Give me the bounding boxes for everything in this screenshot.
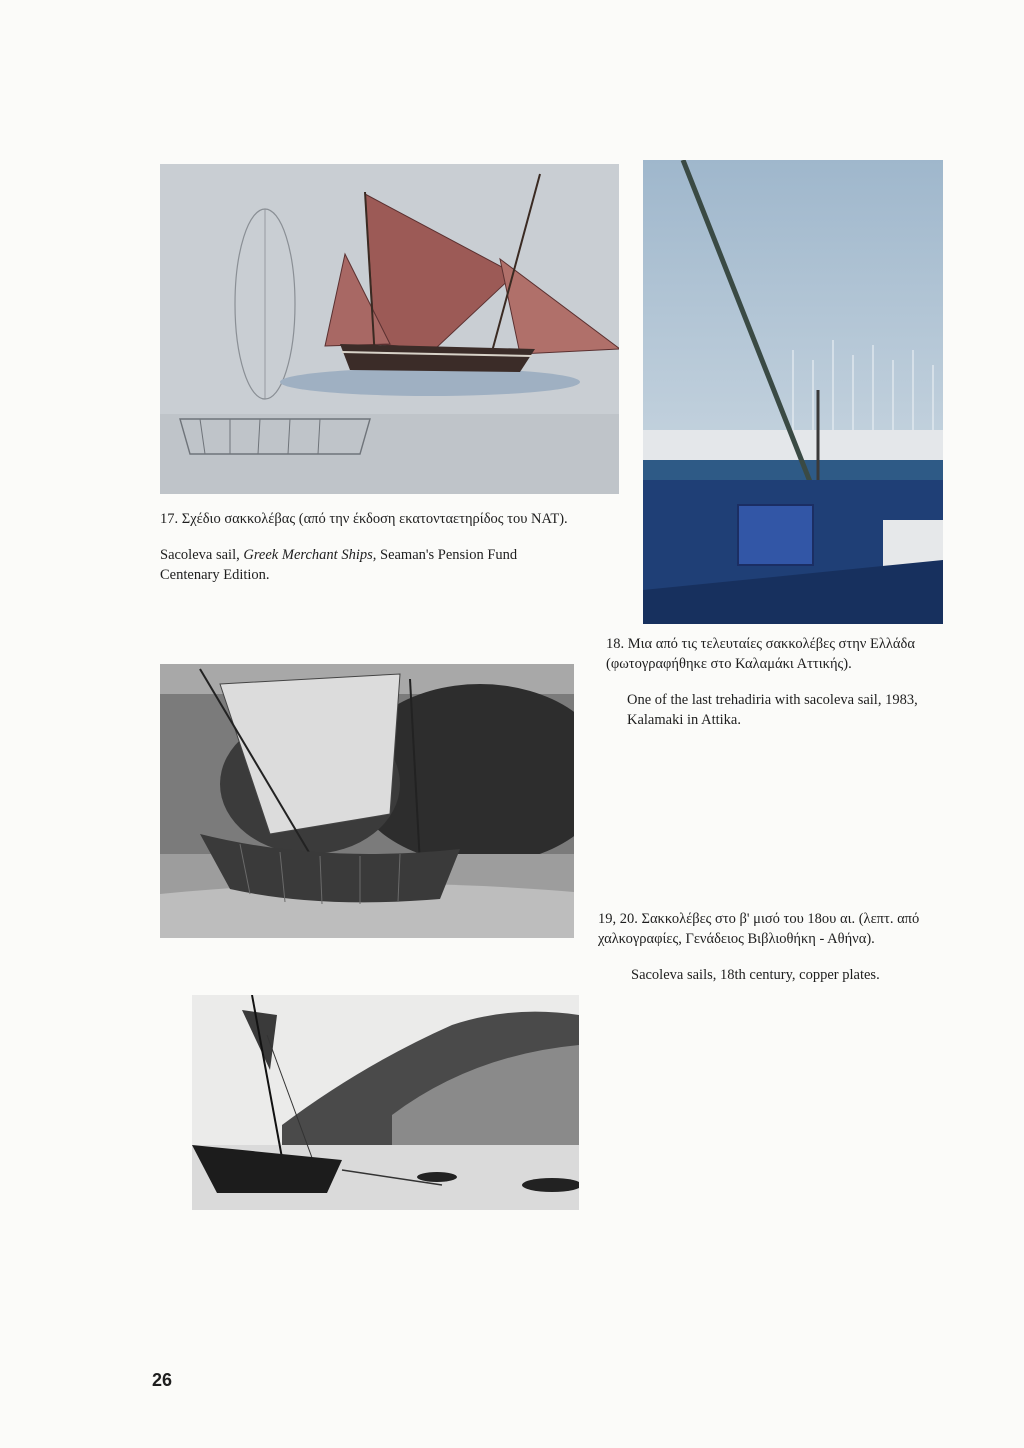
figure-19-engraving bbox=[160, 664, 574, 938]
figure-18-harbour-photo bbox=[643, 160, 943, 624]
caption-18-english: One of the last trehadiria with sacoleva sail, 1983, Kalamaki in Attika. bbox=[627, 692, 918, 728]
caption-19-20-english: Sacoleva sails, 18th century, copper plates. bbox=[631, 967, 880, 983]
figure-17-sacoleva-drawing bbox=[160, 164, 619, 494]
caption-figure-17 bbox=[160, 509, 580, 585]
caption-17-english-tail: Seaman's Pension Fund Centenary Edition. bbox=[160, 547, 518, 583]
caption-19-20-greek: 19, 20. Σακκολέβες στο β' μισό του 18ου αι. (λεπτ. από χαλκογραφίες, Γενάδειος Βιβλιοθήκη - Αθήνα). bbox=[598, 911, 920, 947]
caption-17-english-title: Greek Merchant Ships, bbox=[243, 547, 377, 563]
figure-20-engraving bbox=[192, 995, 579, 1210]
caption-figures-19-20 bbox=[598, 909, 948, 985]
page-number: 26 bbox=[152, 1370, 173, 1390]
caption-17-english-lead: Sacoleva sail, bbox=[160, 547, 244, 563]
caption-18-greek: 18. Μια από τις τελευταίες σακκολέβες στην Ελλάδα (φωτογραφήθηκε στο Καλαμάκι Αττικής). bbox=[606, 636, 915, 672]
caption-17-greek: 17. Σχέδιο σακκολέβας (από την έκδοση εκατονταετηρίδος του NAT). bbox=[160, 511, 568, 527]
caption-figure-18 bbox=[606, 634, 974, 730]
caption-17-english bbox=[160, 545, 580, 585]
